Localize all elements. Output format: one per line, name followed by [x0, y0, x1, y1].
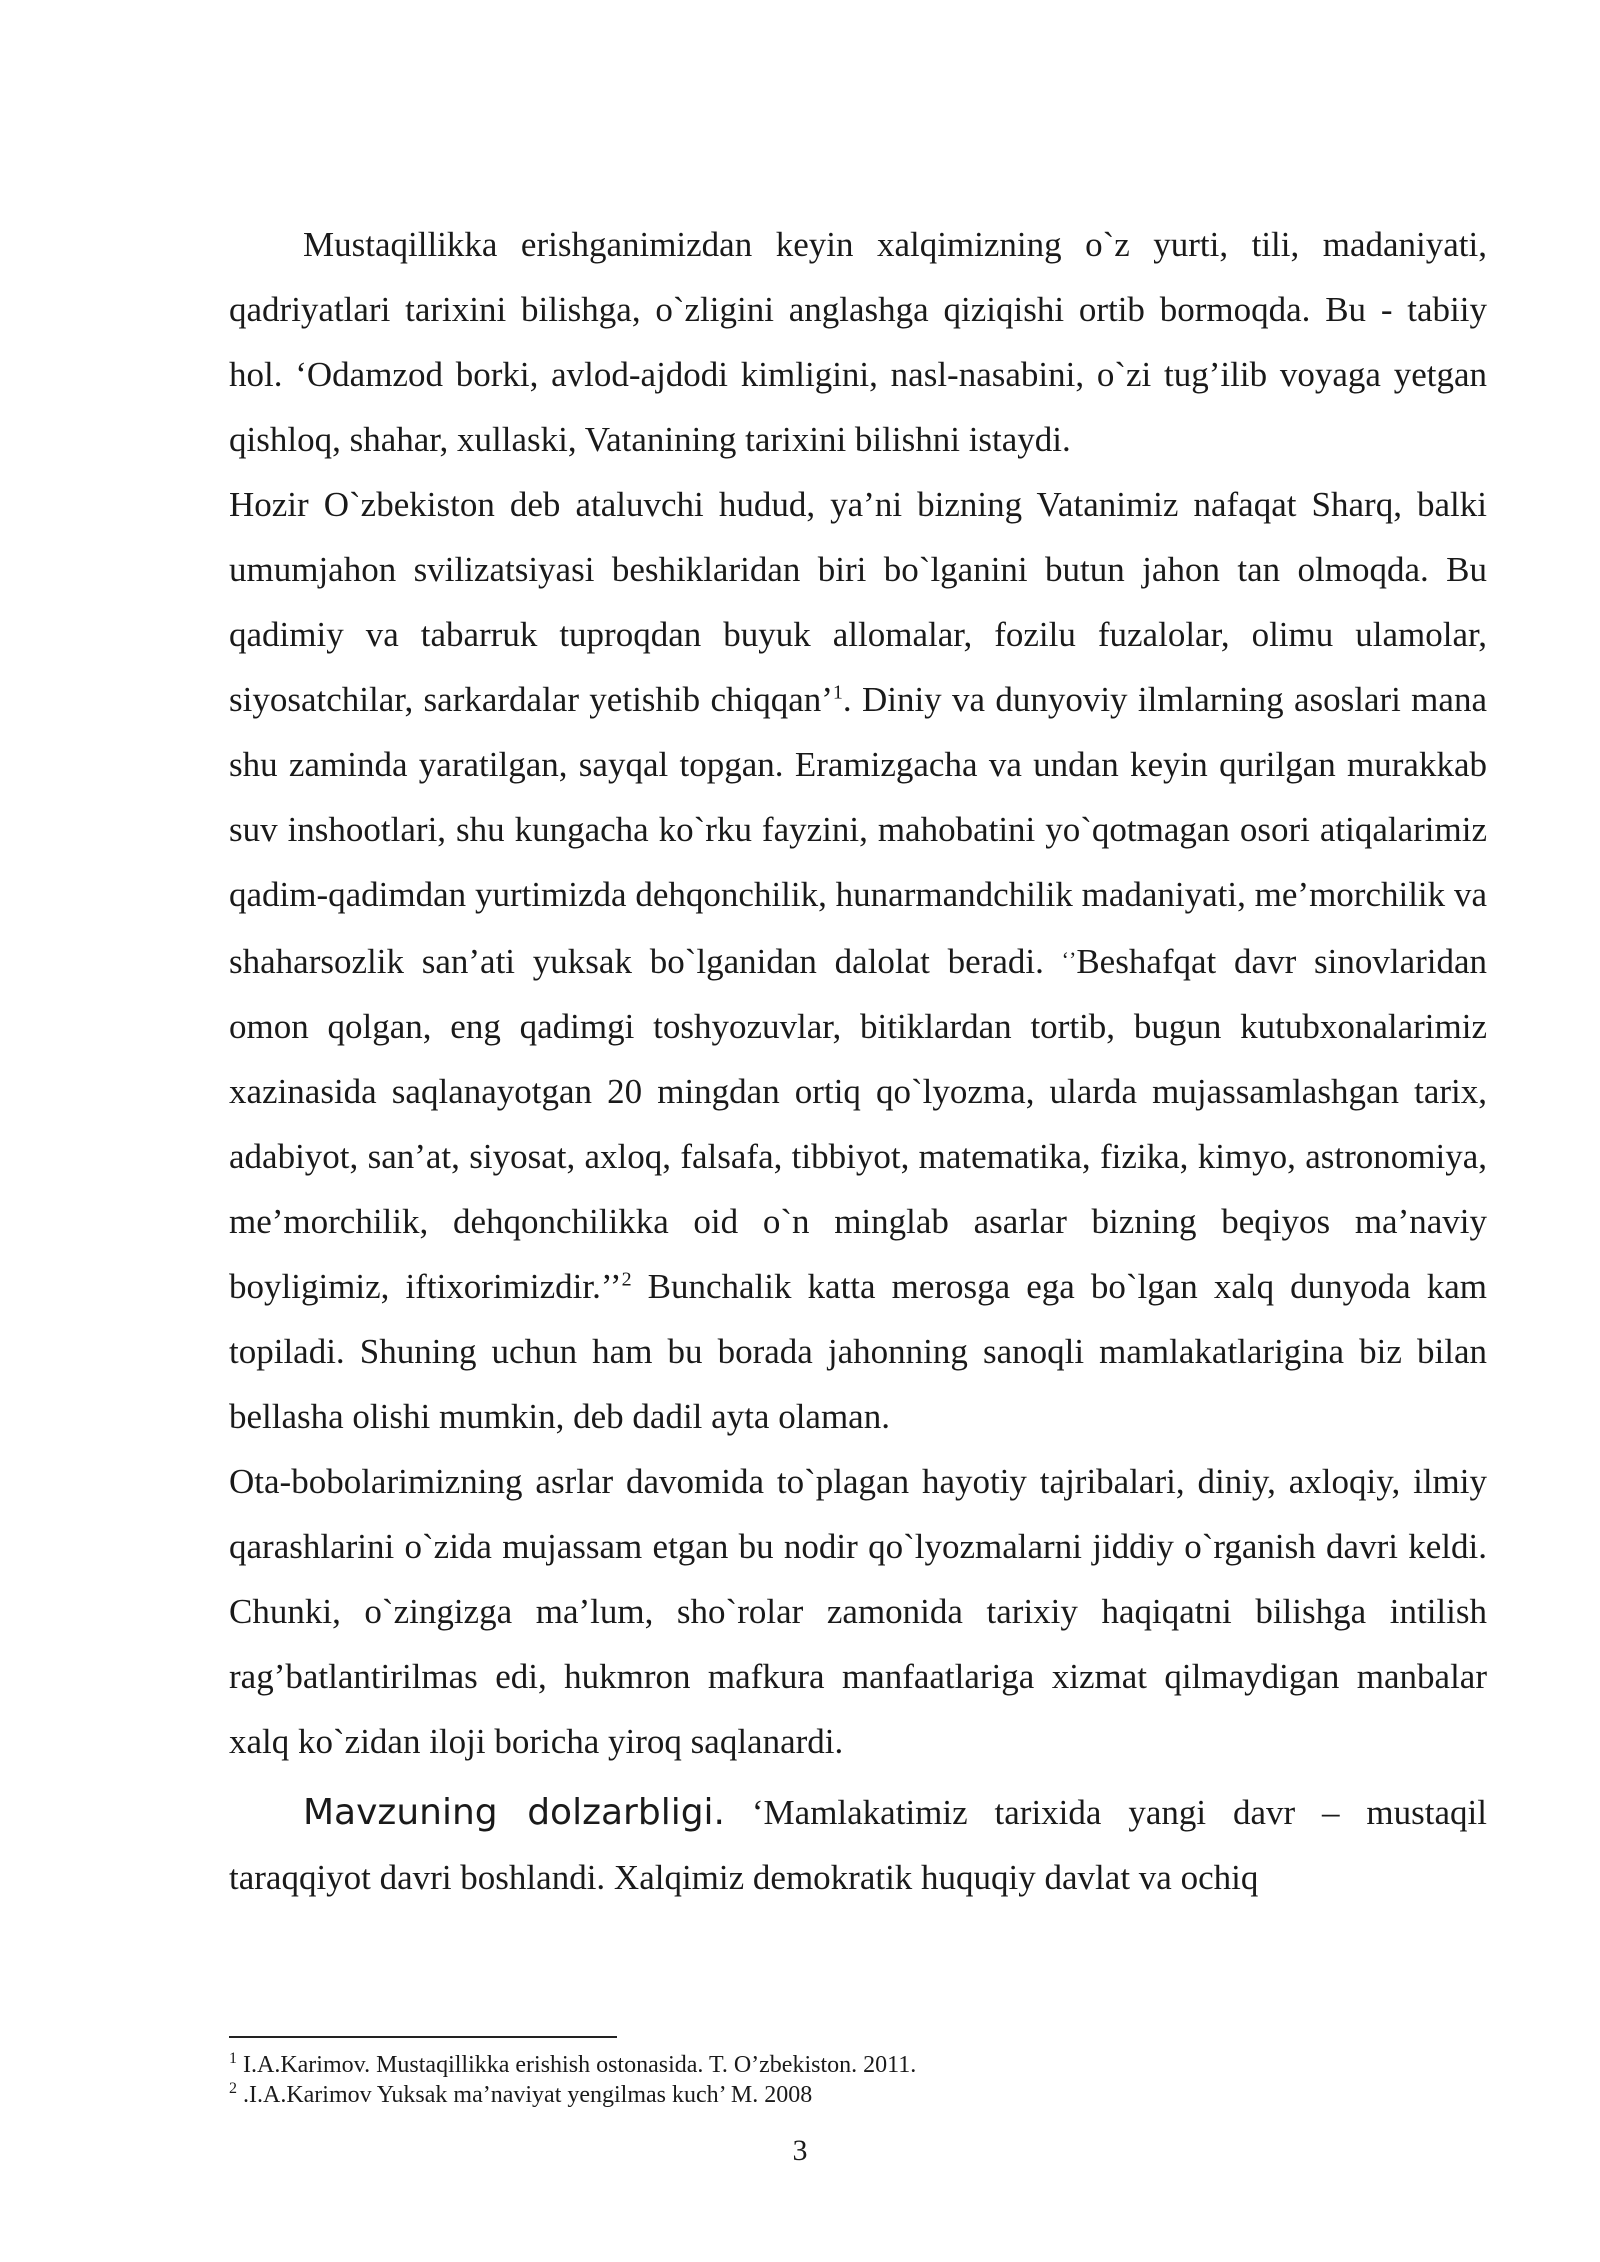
footnote-1-number: 1 — [229, 2050, 237, 2067]
paragraph-relevance — [229, 1780, 1487, 1910]
paragraph-homeland-text-a: Hozir O`zbekiston deb ataluvchi hudud, ya’ni bizning Vatanimiz nafaqat Sharq, balki umumjahon svilizatsiyasi beshiklaridan biri bo`lganini butun jahon tan olmoqda. Bu qadimiy va tabarruk tuproqdan buyuk allomalar, fozilu fuzalolar, olimu ulamolar, siyosatchilar, sarkardalar yetishib chiqqan’ — [229, 485, 1487, 719]
paragraph-homeland — [229, 472, 1487, 1449]
paragraph-manuscripts-text: Ota-bobolarimizning asrlar davomida to`plagan hayotiy tajribalari, diniy, axloqiy, ilmiy qarashlarini o`zida mujassam etgan bu nodir qo`lyozmalarni jiddiy o`rganish davri keldi. Chunki, o`zingizga ma’lum, sho`rolar zamonida tarixiy haqiqatni bilishga intilish rag’batlantirilmas edi, hukmron mafkura manfaatlariga xizmat qilmaydigan manbalar xalq ko`zidan iloji boricha yiroq saqlanardi. — [229, 1462, 1487, 1761]
paragraph-homeland-text-d: Bunchalik katta merosga ega bo`lgan xalq dunyoda kam topiladi. Shuning uchun ham bu borada jahonning sanoqli mamlakatlarigina biz bilan bellasha olishi mumkin, deb dadil ayta olaman. — [229, 1267, 1487, 1436]
footnotes — [229, 2050, 1487, 2110]
paragraph-homeland-text-b: . Diniy va dunyoviy ilmlarning asoslari mana shu zaminda yaratilgan, sayqal topgan. Eramizgacha va undan keyin qurilgan murakkab suv inshootlari, shu kungacha ko`rku fayzini, mahobatini yo`qotmagan osori atiqalarimiz qadim-qadimdan yurtimizda dehqonchilik, hunarmandchilik madaniyati, me’morchilik va shaharsozlik san’ati yuksak bo`lganidan dalolat beradi. — [229, 680, 1487, 981]
footnote-ref-1: 1 — [832, 681, 843, 704]
footnote-2-number: 2 — [229, 2080, 237, 2097]
paragraph-relevance-text: ‘Mamlakatimiz tarixida yangi davr – mustaqil taraqqiyot davri boshlandi. Xalqimiz demokratik huquqiy davlat va ochiq — [229, 1793, 1487, 1897]
footnote-2 — [229, 2080, 1487, 2110]
footnote-ref-2: 2 — [621, 1268, 632, 1291]
footnote-1 — [229, 2050, 1487, 2080]
page-number: 3 — [792, 2134, 808, 2167]
footnote-1-text: I.A.Karimov. Mustaqillikka erishish ostonasida. T. O’zbekiston. 2011. — [237, 2052, 917, 2078]
quote-mark: ‘’ — [1061, 947, 1077, 972]
relevance-heading: Mavzuning dolzarbligi. — [303, 1792, 725, 1833]
paragraph-manuscripts — [229, 1449, 1487, 1774]
body-text — [229, 212, 1487, 1910]
footnote-separator — [229, 2036, 617, 2038]
paragraph-intro — [229, 212, 1487, 472]
paragraph-homeland-text-c: Beshafqat davr sinovlaridan omon qolgan, eng qadimgi toshyozuvlar, bitiklardan tortib, bugun kutubxonalarimiz xazinasida saqlanayotgan 20 mingdan ortiq qo`lyozma, ularda mujassamlashgan tarix, adabiyot, san’at, siyosat, axloq, falsafa, tibbiyot, matematika, fizika, kimyo, astronomiya, me’morchilik, dehqonchilikka oid o`n minglab asarlar bizning beqiyos ma’naviy boyligimiz, iftixorimizdir.’’ — [229, 942, 1488, 1306]
footnote-2-text: .I.A.Karimov Yuksak ma’naviyat yengilmas kuch’ M. 2008 — [237, 2082, 813, 2108]
paragraph-intro-text: Mustaqillikka erishganimizdan keyin xalqimizning o`z yurti, tili, madaniyati, qadriyatlari tarixini bilishga, o`zligini anglashga qiziqishi ortib bormoqda. Bu - tabiiy hol. ‘Odamzod borki, avlod-ajdodi kimligini, nasl-nasabini, o`zi tug’ilib voyaga yetgan qishloq, shahar, xullaski, Vatanining tarixini bilishni istaydi. — [229, 225, 1487, 459]
